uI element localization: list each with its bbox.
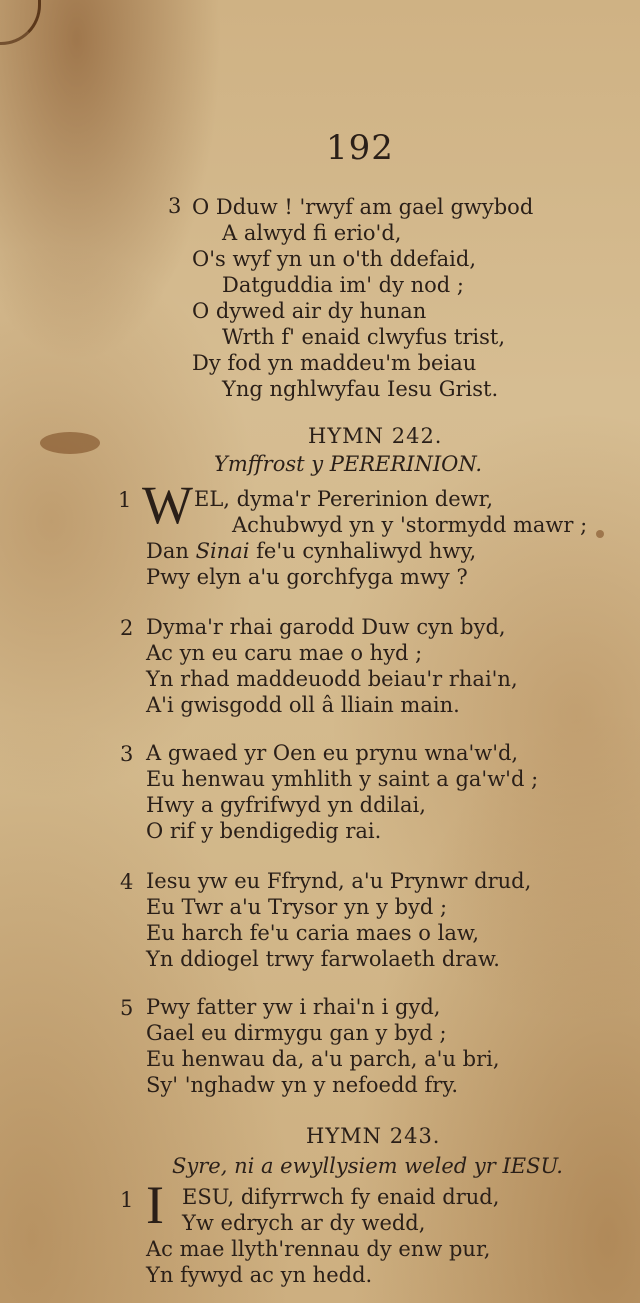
- verse-line: Ac mae llyth'rennau dy enw pur,: [146, 1237, 491, 1261]
- verse-line: Dyma'r rhai garodd Duw cyn byd,: [146, 615, 506, 639]
- verse-line: O dywed air dy hunan: [192, 299, 427, 323]
- verse-line: Eu henwau da, a'u parch, a'u bri,: [146, 1047, 500, 1071]
- verse-line: Datguddia im' dy nod ;: [222, 273, 464, 297]
- verse-line: ESU, difyrrwch fy enaid drud,: [182, 1185, 500, 1209]
- verse-line: Ac yn eu caru mae o hyd ;: [146, 641, 423, 665]
- verse-line: Pwy elyn a'u gorchfyga mwy ?: [146, 565, 468, 589]
- verse-line: O's wyf yn un o'th ddefaid,: [192, 247, 477, 271]
- verse-line: Eu henwau ymhlith y saint a ga'w'd ;: [146, 767, 539, 791]
- stanza-number: 1: [118, 488, 132, 512]
- verse-line: O Dduw ! 'rwyf am gael gwybod: [192, 195, 534, 219]
- verse-line: Achubwyd yn y 'stormydd mawr ;: [232, 513, 588, 537]
- stanza-number: 3: [168, 194, 182, 218]
- verse-line: Pwy fatter yw i rhai'n i gyd,: [146, 995, 441, 1019]
- hymn-subtitle: Ymffrost y PERERINION.: [214, 452, 483, 476]
- verse-line: Hwy a gyfrifwyd yn ddilai,: [146, 793, 426, 817]
- page-number: 192: [326, 128, 394, 168]
- verse-line: Yn fywyd ac yn hedd.: [146, 1263, 373, 1287]
- ink-stain: [40, 432, 100, 454]
- verse-line: Dy fod yn maddeu'm beiau: [192, 351, 477, 375]
- verse-line: Iesu yw eu Ffrynd, a'u Prynwr drud,: [146, 869, 532, 893]
- verse-line: A'i gwisgodd oll â lliain main.: [146, 693, 460, 717]
- verse-word-italic: Sinai: [195, 539, 250, 563]
- drop-cap: W: [142, 475, 193, 535]
- page-corner-curl: [0, 0, 41, 45]
- verse-line: Yn rhad maddeuodd beiau'r rhai'n,: [146, 667, 518, 691]
- verse-line: Yng nghlwyfau Iesu Grist.: [222, 377, 499, 401]
- drop-cap: I: [146, 1175, 164, 1235]
- hymn-title: HYMN 243.: [306, 1124, 441, 1148]
- stanza-number: 3: [120, 742, 134, 766]
- verse-line: Eu harch fe'u caria maes o law,: [146, 921, 480, 945]
- stanza-number: 4: [120, 870, 134, 894]
- verse-line: EL, dyma'r Pererinion dewr,: [194, 487, 494, 511]
- verse-line: A alwyd fi erio'd,: [222, 221, 402, 245]
- stanza-number: 5: [120, 996, 134, 1020]
- verse-word: fe'u cynhaliwyd hwy,: [256, 539, 477, 563]
- stanza-number: 1: [120, 1188, 134, 1212]
- verse-line: Wrth f' enaid clwyfus trist,: [222, 325, 505, 349]
- verse-line: O rif y bendigedig rai.: [146, 819, 382, 843]
- verse-line: Yn ddiogel trwy farwolaeth draw.: [146, 947, 500, 971]
- ink-speck: [596, 530, 604, 538]
- verse-line: Sy' 'nghadw yn y nefoedd fry.: [146, 1073, 459, 1097]
- verse-line: A gwaed yr Oen eu prynu wna'w'd,: [146, 741, 519, 765]
- hymn-title: HYMN 242.: [308, 424, 443, 448]
- hymn-subtitle: Syre, ni a ewyllysiem weled yr IESU.: [172, 1154, 563, 1178]
- verse-line: Gael eu dirmygu gan y byd ;: [146, 1021, 447, 1045]
- verse-line: Eu Twr a'u Trysor yn y byd ;: [146, 895, 448, 919]
- verse-line: [146, 538, 476, 564]
- stanza-number: 2: [120, 616, 134, 640]
- verse-word: Dan: [146, 539, 189, 563]
- verse-line: Yw edrych ar dy wedd,: [182, 1211, 426, 1235]
